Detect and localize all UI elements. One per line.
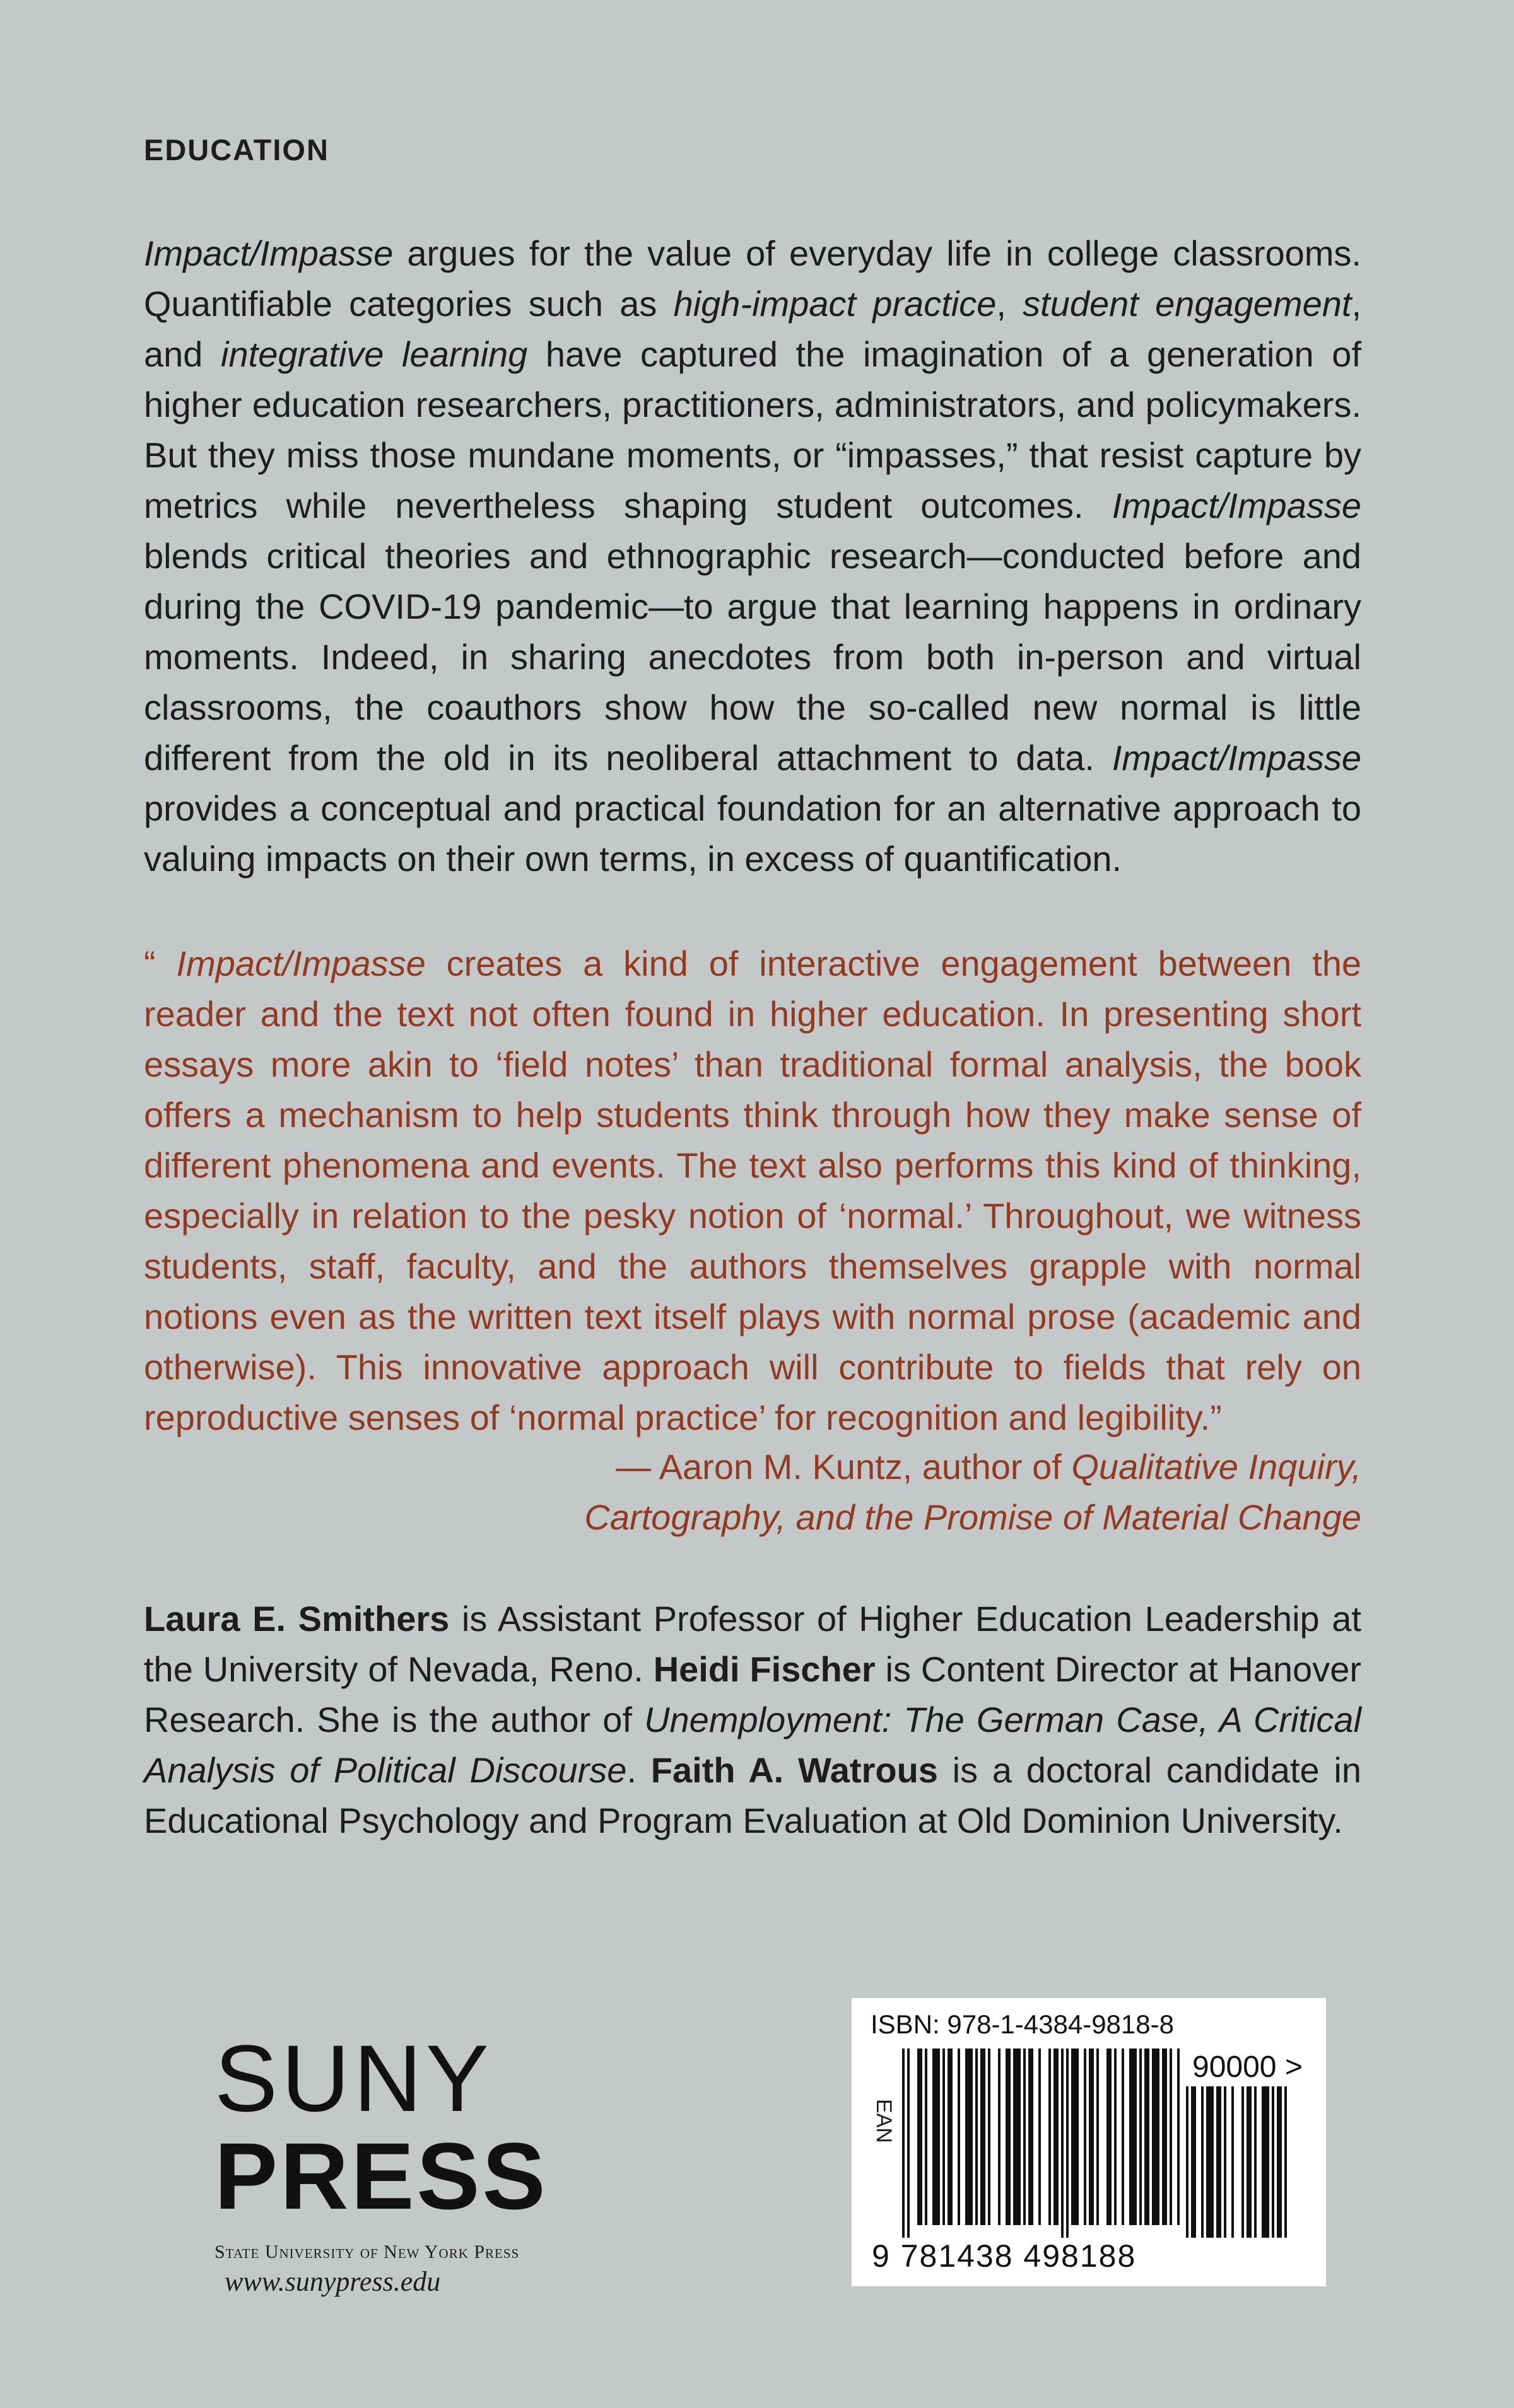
term: high-impact practice bbox=[673, 284, 997, 324]
endorsement-quote bbox=[144, 938, 1361, 1443]
book-title: Impact/Impasse bbox=[1112, 486, 1361, 525]
author-book-title: Unemployment: The German Case, A Critical Analysis of Political Discourse bbox=[144, 1700, 1362, 1790]
logo-press: PRESS bbox=[214, 2123, 548, 2229]
bio-text: is Content Director at Hanover Research. She is the author of bbox=[144, 1649, 1361, 1739]
publisher-url: www.sunypress.edu bbox=[225, 2266, 441, 2297]
author-name: Heidi Fischer bbox=[653, 1649, 876, 1689]
quote-mark: “ bbox=[144, 944, 177, 983]
quote-text: creates a kind of interactive engagement between the reader and the text not often found in higher education. In presenting short essays more akin to ‘field notes’ than traditional formal analysis, the book offers a mechanism to help students think through how they make sense of different phenomena and events. The text also performs this kind of thinking, especially in relation to the pesky notion of ‘normal.’ Throughout, we witness students, staff, faculty, and the authors themselves grapple with normal notions even as the written text itself plays with normal prose (academic and otherwise). This innovative approach will contribute to fields that rely on reproductive senses of ‘normal practice’ for recognition and legibility.” bbox=[144, 944, 1361, 1437]
price-code: 90000 > bbox=[1192, 2050, 1303, 2084]
ean-label: EAN bbox=[872, 2099, 896, 2143]
author-bios bbox=[144, 1594, 1361, 1846]
book-title: Impact/Impasse bbox=[176, 944, 426, 983]
description-text: have captured the imagination of a generation of higher education researchers, practitioners, administrators, and policymakers. But they miss those mundane moments, or “impasses,” that resist capture by metrics while nevertheless shaping student outcomes. bbox=[144, 334, 1361, 525]
book-description bbox=[144, 228, 1361, 884]
isbn-text: ISBN: 978-1-4384-9818-8 bbox=[871, 2009, 1174, 2039]
description-text: argues for the value of everyday life in college classrooms. Quantifiable categories such as bbox=[144, 233, 1361, 324]
description-text: provides a conceptual and practical foundation for an alternative approach to valuing impacts on their own terms, in excess of quantification. bbox=[144, 788, 1361, 879]
attribution-book-title: Qualitative Inquiry, Cartography, and the Promise of Material Change bbox=[584, 1447, 1361, 1537]
logo-suny: SUNY bbox=[214, 2025, 493, 2131]
bio-text: . bbox=[626, 1750, 651, 1790]
bio-text: is Assistant Professor of Higher Education Leadership at the University of Nevada, Reno. bbox=[144, 1599, 1361, 1689]
ean-bars bbox=[902, 2049, 1180, 2238]
term: student engagement bbox=[1023, 284, 1352, 324]
description-text: , bbox=[996, 284, 1023, 324]
publisher-logo bbox=[214, 2025, 548, 2298]
description-text: , and bbox=[144, 284, 1362, 374]
author-name: Laura E. Smithers bbox=[144, 1599, 450, 1639]
addon-bars bbox=[1186, 2086, 1306, 2238]
description-text: blends critical theories and ethnographic research—conducted before and during the COVID-19 pandemic—to argue that learning happens in ordinary moments. Indeed, in sharing anecdotes from both in-person and virtual classrooms, the coauthors show how the so-called new normal is little different from the old in its neoliberal attachment to data. bbox=[144, 536, 1361, 778]
author-name: Faith A. Watrous bbox=[650, 1750, 938, 1790]
ean-digits: 9 781438 498188 bbox=[872, 2238, 1137, 2274]
endorsement-attribution bbox=[478, 1442, 1361, 1543]
book-title: Impact/Impasse bbox=[1112, 738, 1361, 778]
book-title: Impact/Impasse bbox=[144, 233, 394, 273]
term: integrative learning bbox=[221, 334, 528, 374]
attribution-prefix: — Aaron M. Kuntz, author of bbox=[616, 1447, 1072, 1487]
bio-text: is a doctoral candidate in Educational Psychology and Program Evaluation at Old Dominion University. bbox=[144, 1750, 1361, 1840]
publisher-full-name: State University of New York Press bbox=[214, 2241, 520, 2262]
category-label: EDUCATION bbox=[144, 133, 329, 167]
isbn-barcode bbox=[852, 1998, 1326, 2286]
